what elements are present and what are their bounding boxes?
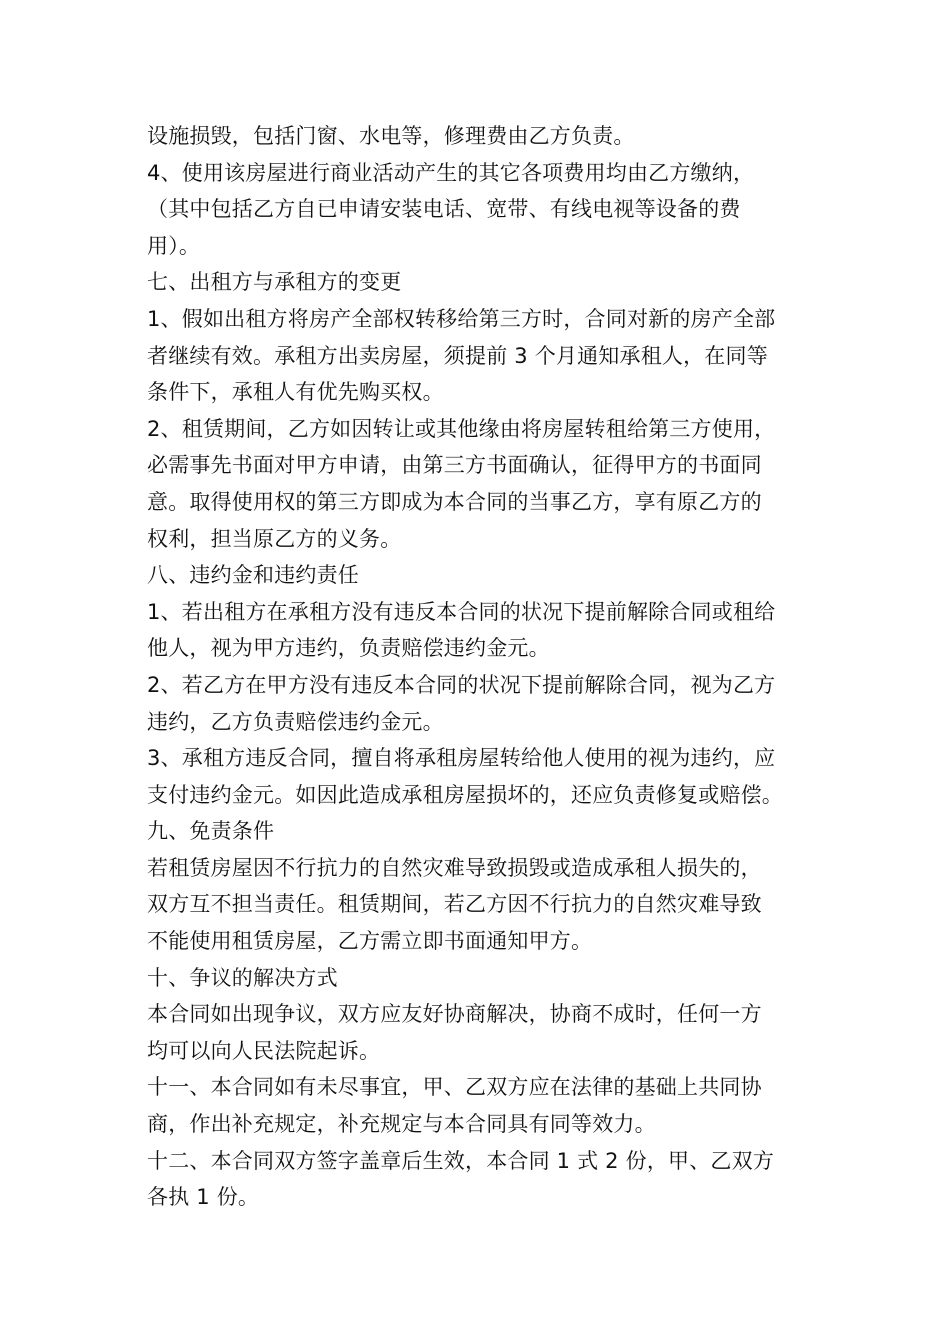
text-line: 条件下，承租人有优先购买权。 <box>147 380 444 405</box>
section-heading: 九、免责条件 <box>147 819 275 844</box>
section-heading: 十、争议的解决方式 <box>147 965 338 990</box>
text-line: 意。取得使用权的第三方即成为本合同的当事乙方，享有原乙方的 <box>147 489 762 514</box>
text-line: 商，作出补充规定，补充规定与本合同具有同等效力。 <box>147 1112 656 1137</box>
text-line: 十一、本合同如有未尽事宜，甲、乙双方应在法律的基础上共同协 <box>147 1075 762 1100</box>
text-line: 3、承租方违反合同，擅自将承租房屋转给他人使用的视为违约，应 <box>147 746 776 771</box>
text-line: 1、若出租方在承租方没有违反本合同的状况下提前解除合同或租给 <box>147 599 776 624</box>
text-line: 设施损毁，包括门窗、水电等，修理费由乙方负责。 <box>147 124 635 148</box>
text-line: 2、若乙方在甲方没有违反本合同的状况下提前解除合同，视为乙方 <box>147 672 776 697</box>
text-line: 他人，视为甲方违约，负责赔偿违约金元。 <box>147 636 550 661</box>
text-line: 各执 1 份。 <box>147 1185 260 1210</box>
text-line: 双方互不担当责任。租赁期间，若乙方因不行抗力的自然灾难导致 <box>147 892 762 917</box>
section-heading: 七、出租方与承租方的变更 <box>147 270 402 295</box>
text-line: （其中包括乙方自已申请安装电话、宽带、有线电视等设备的费 <box>147 197 741 222</box>
text-line: 本合同如出现争议，双方应友好协商解决，协商不成时，任何一方 <box>147 1002 762 1027</box>
section-heading: 八、违约金和违约责任 <box>147 563 359 588</box>
text-line: 十二、本合同双方签字盖章后生效，本合同 1 式 2 份，甲、乙双方 <box>147 1148 775 1173</box>
document-body <box>147 118 817 1216</box>
text-line: 支付违约金元。如因此造成承租房屋损坏的，还应负责修复或赔偿。 <box>147 782 783 807</box>
text-line: 1、假如出租方将房产全部权转移给第三方时，合同对新的房产全部 <box>147 306 776 331</box>
text-line: 者继续有效。承租方出卖房屋，须提前 3 个月通知承租人，在同等 <box>147 343 768 368</box>
text-line: 均可以向人民法院起诉。 <box>147 1038 381 1063</box>
text-line: 2、租赁期间，乙方如因转让或其他缘由将房屋转租给第三方使用， <box>147 416 776 441</box>
text-line: 4、使用该房屋进行商业活动产生的其它各项费用均由乙方缴纳， <box>147 160 755 185</box>
text-line: 必需事先书面对甲方申请，由第三方书面确认，征得甲方的书面同 <box>147 453 762 478</box>
text-line: 违约，乙方负责赔偿违约金元。 <box>147 709 444 734</box>
text-line: 不能使用租赁房屋，乙方需立即书面通知甲方。 <box>147 929 593 954</box>
text-line: 权利，担当原乙方的义务。 <box>147 526 402 551</box>
text-line: 若租赁房屋因不行抗力的自然灾难导致损毁或造成承租人损失的， <box>147 855 762 880</box>
text-line: 用）。 <box>147 233 201 258</box>
